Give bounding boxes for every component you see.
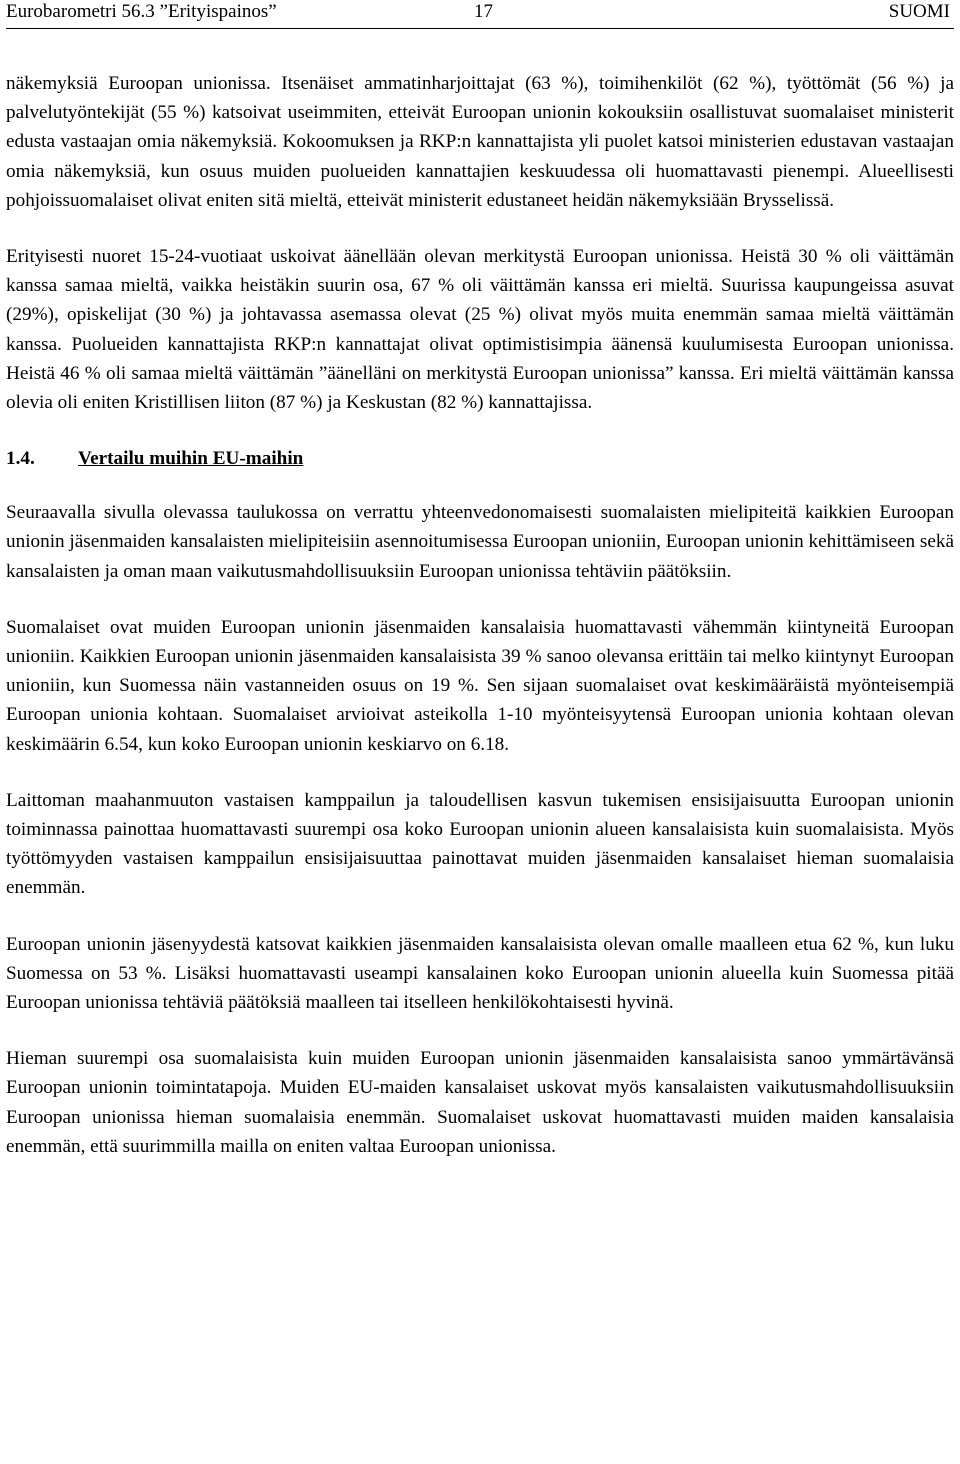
paragraph: Suomalaiset ovat muiden Euroopan unionin jäsenmaiden kansalaisia huomattavasti vähemmän kiintyneitä Euroopan unioniin. Kaikkien Euroopan unionin jäsenmaiden kansalaisista 39 % sanoo olevansa erittäin tai melko kiintynyt Euroopan unioniin, kun Suomessa näin vastanneiden osuus on 19 %. Sen sijaan suomalaiset ovat keskimääräistä myönteisempiä Euroopan unionia kohtaan. Suomalaiset arvioivat asteikolla 1-10 myönteisyytensä Euroopan unionia kohtaan olevan keskimäärin 6.54, kun koko Euroopan unionin keskiarvo on 6.18. (6, 616, 954, 755)
paragraph: Euroopan unionin jäsenyydestä katsovat kaikkien jäsenmaiden kansalaisista olevan omalle maalleen etua 62 %, kun luku Suomessa on 53 %. Lisäksi huomattavasti useampi kansalainen koko Euroopan unionin alueella kuin Suomessa pitää Euroopan unionissa tehtäviä päätöksiä maalleen tai itselleen henkilökohtaisesti hyvinä. (6, 933, 954, 1014)
header-report-title: Eurobarometri 56.3 ”Erityispainos” (6, 1, 277, 22)
section-number: 1.4. (6, 448, 35, 470)
paragraph: Seuraavalla sivulla olevassa taulukossa on verrattu yhteenvedonomaisesti suomalaisten mielipiteitä kaikkien Euroopan unionin jäsenmaiden kansalaisten mielipiteisiin asennoitumisessa Euroopan unioniin, Euroopan unionin kehittämiseen sekä kansalaisten ja oman maan vaikutusmahdollisuuksiin Euroopan unionissa tehtäviin päätöksiin. (6, 502, 954, 582)
paragraph: Erityisesti nuoret 15-24-vuotiaat uskoivat äänellään olevan merkitystä Euroopan unionissa. Heistä 30 % oli väittämän kanssa samaa mieltä, vaikka heistäkin suurin osa, 67 % oli väittämän kanssa eri mieltä. Suurissa kaupungeissa asuvat (29%), opiskelijat (30 %) ja johtavassa asemassa olevat (25 %) olivat myös muita enemmän samaa mieltä väittämän kanssa. Puolueiden kannattajista RKP:n kannattajat olivat optimistisimpia äänensä kuulumisesta Euroopan unionissa. Heistä 46 % oli samaa mieltä väittämän ”äänelläni on merkitystä Euroopan unionissa” kanssa. Eri mieltä väittämän kanssa olevia oli eniten Kristillisen liiton (87 %) ja Keskustan (82 %) kannattajissa. (6, 246, 954, 414)
paragraph: näkemyksiä Euroopan unionissa. Itsenäiset ammatinharjoittajat (63 %), toimihenkilöt (62 %), työttömät (56 %) ja palvelutyöntekijät (55 %) katsoivat useimmiten, etteivät Euroopan unionin kokouksiin osallistuvat suomalaiset ministerit edusta vastaajan omia näkemyksiä. Kokoomuksen ja RKP:n kannattajista yli puolet katsoi ministerien edustavan vastaajan omia näkemyksiä, kun osuus muiden puolueiden kannattajien keskuudessa oli huomattavasti pienempi. Alueellisesti pohjoissuomalaiset olivat eniten sitä mieltä, etteivät ministerit edustaneet heidän näkemyksiään Brysselissä. (6, 73, 954, 211)
header-language: SUOMI (888, 1, 950, 22)
document-body (6, 69, 954, 1188)
paragraph: Laittoman maahanmuuton vastaisen kamppailun ja taloudellisen kasvun tukemisen ensisijaisuutta Euroopan unionin toiminnassa painottaa huomattavasti suurempi osa koko Euroopan unionin alueen kansalaisista kuin suomalaisista. Myös työttömyyden vastaisen kamppailun ensisijaisuuttaa painottavat muiden jäsenmaiden kansalaiset hieman suomalaisia enemmän. (6, 789, 954, 899)
section-heading (6, 444, 954, 473)
section-title: Vertailu muihin EU-maihin (78, 448, 304, 470)
header-page-number: 17 (474, 1, 493, 22)
paragraph: Hieman suurempi osa suomalaisista kuin muiden Euroopan unionin jäsenmaiden kansalaisista sanoo ymmärtävänsä Euroopan unionin toimintatapoja. Muiden EU-maiden kansalaiset uskovat myös kansalaisten vaikutusmahdollisuuksiin Euroopan unionissa hieman suomalaisia enemmän. Suomalaiset uskovat huomattavasti muiden maiden kansalaisia enemmän, että suurimmilla mailla on eniten valtaa Euroopan unionissa. (6, 1048, 954, 1157)
page-header (6, 0, 954, 29)
